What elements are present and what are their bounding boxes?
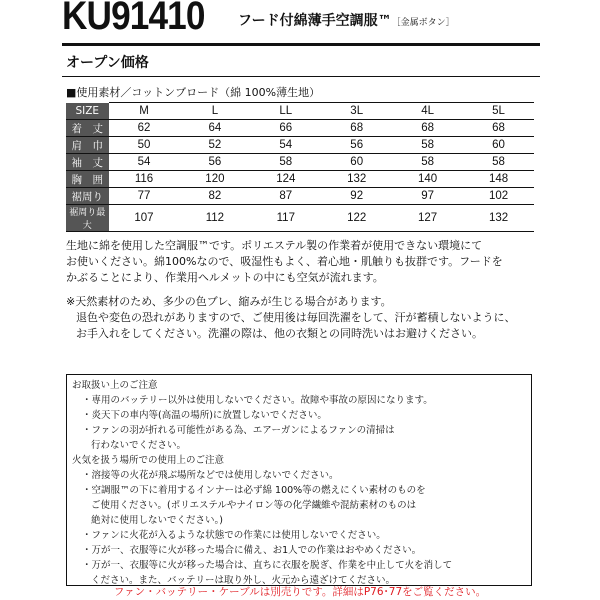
row-label: 肩 巾	[66, 137, 109, 154]
table-cell: 54	[250, 137, 321, 154]
table-cell: 112	[179, 205, 250, 232]
description-line: 生地に綿を使用した空調服™です。ポリエステル製の作業着が使用できない環境にて	[66, 239, 483, 252]
table-cell: 140	[392, 171, 463, 188]
table-cell: 77	[109, 188, 180, 205]
table-row	[66, 171, 534, 188]
product-name-sub: ［金属ボタン］	[391, 18, 455, 28]
table-cell: 68	[463, 120, 534, 137]
caution-item: ・炎天下の車内等(高温の場所)に放置しないでください。	[82, 410, 327, 421]
price-rule	[62, 76, 540, 77]
caution-item: ・万が一、衣服等に火が移った場合に備え、お1人での作業はおやめください。	[82, 545, 422, 556]
row-label: 着 丈	[66, 120, 109, 137]
table-row	[66, 154, 534, 171]
size-table	[66, 102, 534, 232]
table-cell: 132	[321, 171, 392, 188]
caution-box	[66, 374, 532, 586]
note-line: 退色や変色の恐れがありますので、ご使用後は毎回洗濯をして、汗が蓄積しないように、	[76, 311, 516, 324]
table-cell: 117	[250, 205, 321, 232]
table-cell: 92	[321, 188, 392, 205]
caution-item-cont: ご使用ください。(ポリエステルやナイロン等の化学繊維や混紡素材のものは	[91, 500, 417, 511]
caution-heading: 火気を扱う場所での使用上のご注意	[72, 455, 225, 466]
table-cell: 60	[321, 154, 392, 171]
price-label: オープン価格	[66, 55, 149, 71]
table-cell: 102	[463, 188, 534, 205]
size-header-cell: M	[109, 103, 180, 120]
size-header-cell: 3L	[321, 103, 392, 120]
table-cell: 120	[179, 171, 250, 188]
care-note	[66, 294, 516, 342]
table-cell: 124	[250, 171, 321, 188]
description-line: かぶることにより、作業用ヘルメットの中にも空気が流れます。	[66, 271, 384, 284]
size-header-cell: 5L	[463, 103, 534, 120]
table-row	[66, 120, 534, 137]
note-line: お手入れをしてください。洗濯の際は、他の衣類との同時洗いはお避けください。	[76, 327, 483, 340]
table-cell: 58	[250, 154, 321, 171]
table-row	[66, 205, 534, 232]
table-cell: 116	[109, 171, 180, 188]
model-number: KU91410	[62, 0, 205, 38]
product-name	[238, 10, 455, 30]
note-line: ※天然素材のため、多少の色ブレ、縮みが生じる場合があります。	[66, 295, 392, 308]
row-label: 裾周り	[66, 188, 109, 205]
header-rule	[62, 43, 540, 46]
caution-item: ・溶接等の火花が飛ぶ場所などでは使用しないでください。	[82, 470, 339, 481]
table-cell: 97	[392, 188, 463, 205]
size-header-cell: L	[179, 103, 250, 120]
caution-item: ・万が一、衣服等に火が移った場合は、直ちに衣服を脱ぎ、作業を中止して火を消して	[82, 560, 453, 571]
table-cell: 66	[250, 120, 321, 137]
footer-note: ファン・バッテリー・ケーブルは別売りです。詳細はP76･77をご覧ください。	[113, 586, 487, 598]
table-cell: 52	[179, 137, 250, 154]
header	[62, 0, 542, 40]
table-cell: 107	[109, 205, 180, 232]
caution-item: ・専用のバッテリー以外は使用しないでください。故障や事故の原因になります。	[82, 395, 433, 406]
table-cell: 68	[321, 120, 392, 137]
row-label: 袖 丈	[66, 154, 109, 171]
caution-item-cont: ください。また、バッテリーは取り外し、火元から遠ざけてください。	[91, 575, 396, 586]
row-label: 裾周り最大	[66, 205, 109, 232]
caution-item-cont: 行わないでください。	[91, 440, 187, 451]
table-row	[66, 137, 534, 154]
table-row	[66, 188, 534, 205]
description-line: お使いください。綿100%なので、吸湿性もよく、着心地・肌触りも抜群です。フードを	[66, 255, 503, 268]
size-header-row	[66, 103, 534, 120]
table-cell: 58	[392, 137, 463, 154]
table-cell: 82	[179, 188, 250, 205]
caution-item: ・ファンの羽が折れる可能性がある為、エアーガンによるファンの清掃は	[82, 425, 395, 436]
table-cell: 62	[109, 120, 180, 137]
table-cell: 64	[179, 120, 250, 137]
product-name-main: フード付綿薄手空調服™	[238, 13, 392, 29]
size-header-label: SIZE	[66, 103, 109, 120]
caution-item-cont: 絶対に使用しないでください。)	[91, 515, 223, 526]
table-cell: 54	[109, 154, 180, 171]
table-cell: 58	[463, 154, 534, 171]
size-header-cell: 4L	[392, 103, 463, 120]
table-cell: 56	[321, 137, 392, 154]
table-cell: 132	[463, 205, 534, 232]
caution-heading: お取扱い上のご注意	[72, 380, 158, 391]
caution-item: ・ファンに火花が入るような状態での作業には使用しないでください。	[82, 530, 386, 541]
description	[66, 238, 503, 286]
table-cell: 127	[392, 205, 463, 232]
size-header-cell: LL	[250, 103, 321, 120]
table-cell: 60	[463, 137, 534, 154]
table-cell: 58	[392, 154, 463, 171]
table-cell: 148	[463, 171, 534, 188]
row-label: 胸 囲	[66, 171, 109, 188]
table-cell: 87	[250, 188, 321, 205]
table-cell: 50	[109, 137, 180, 154]
caution-item: ・空調服™の下に着用するインナーは必ず綿 100%等の燃えにくい素材のものを	[82, 485, 426, 496]
material-label: ■使用素材／コットンブロード（綿 100%薄生地）	[66, 86, 321, 99]
table-cell: 56	[179, 154, 250, 171]
table-cell: 122	[321, 205, 392, 232]
table-cell: 68	[392, 120, 463, 137]
